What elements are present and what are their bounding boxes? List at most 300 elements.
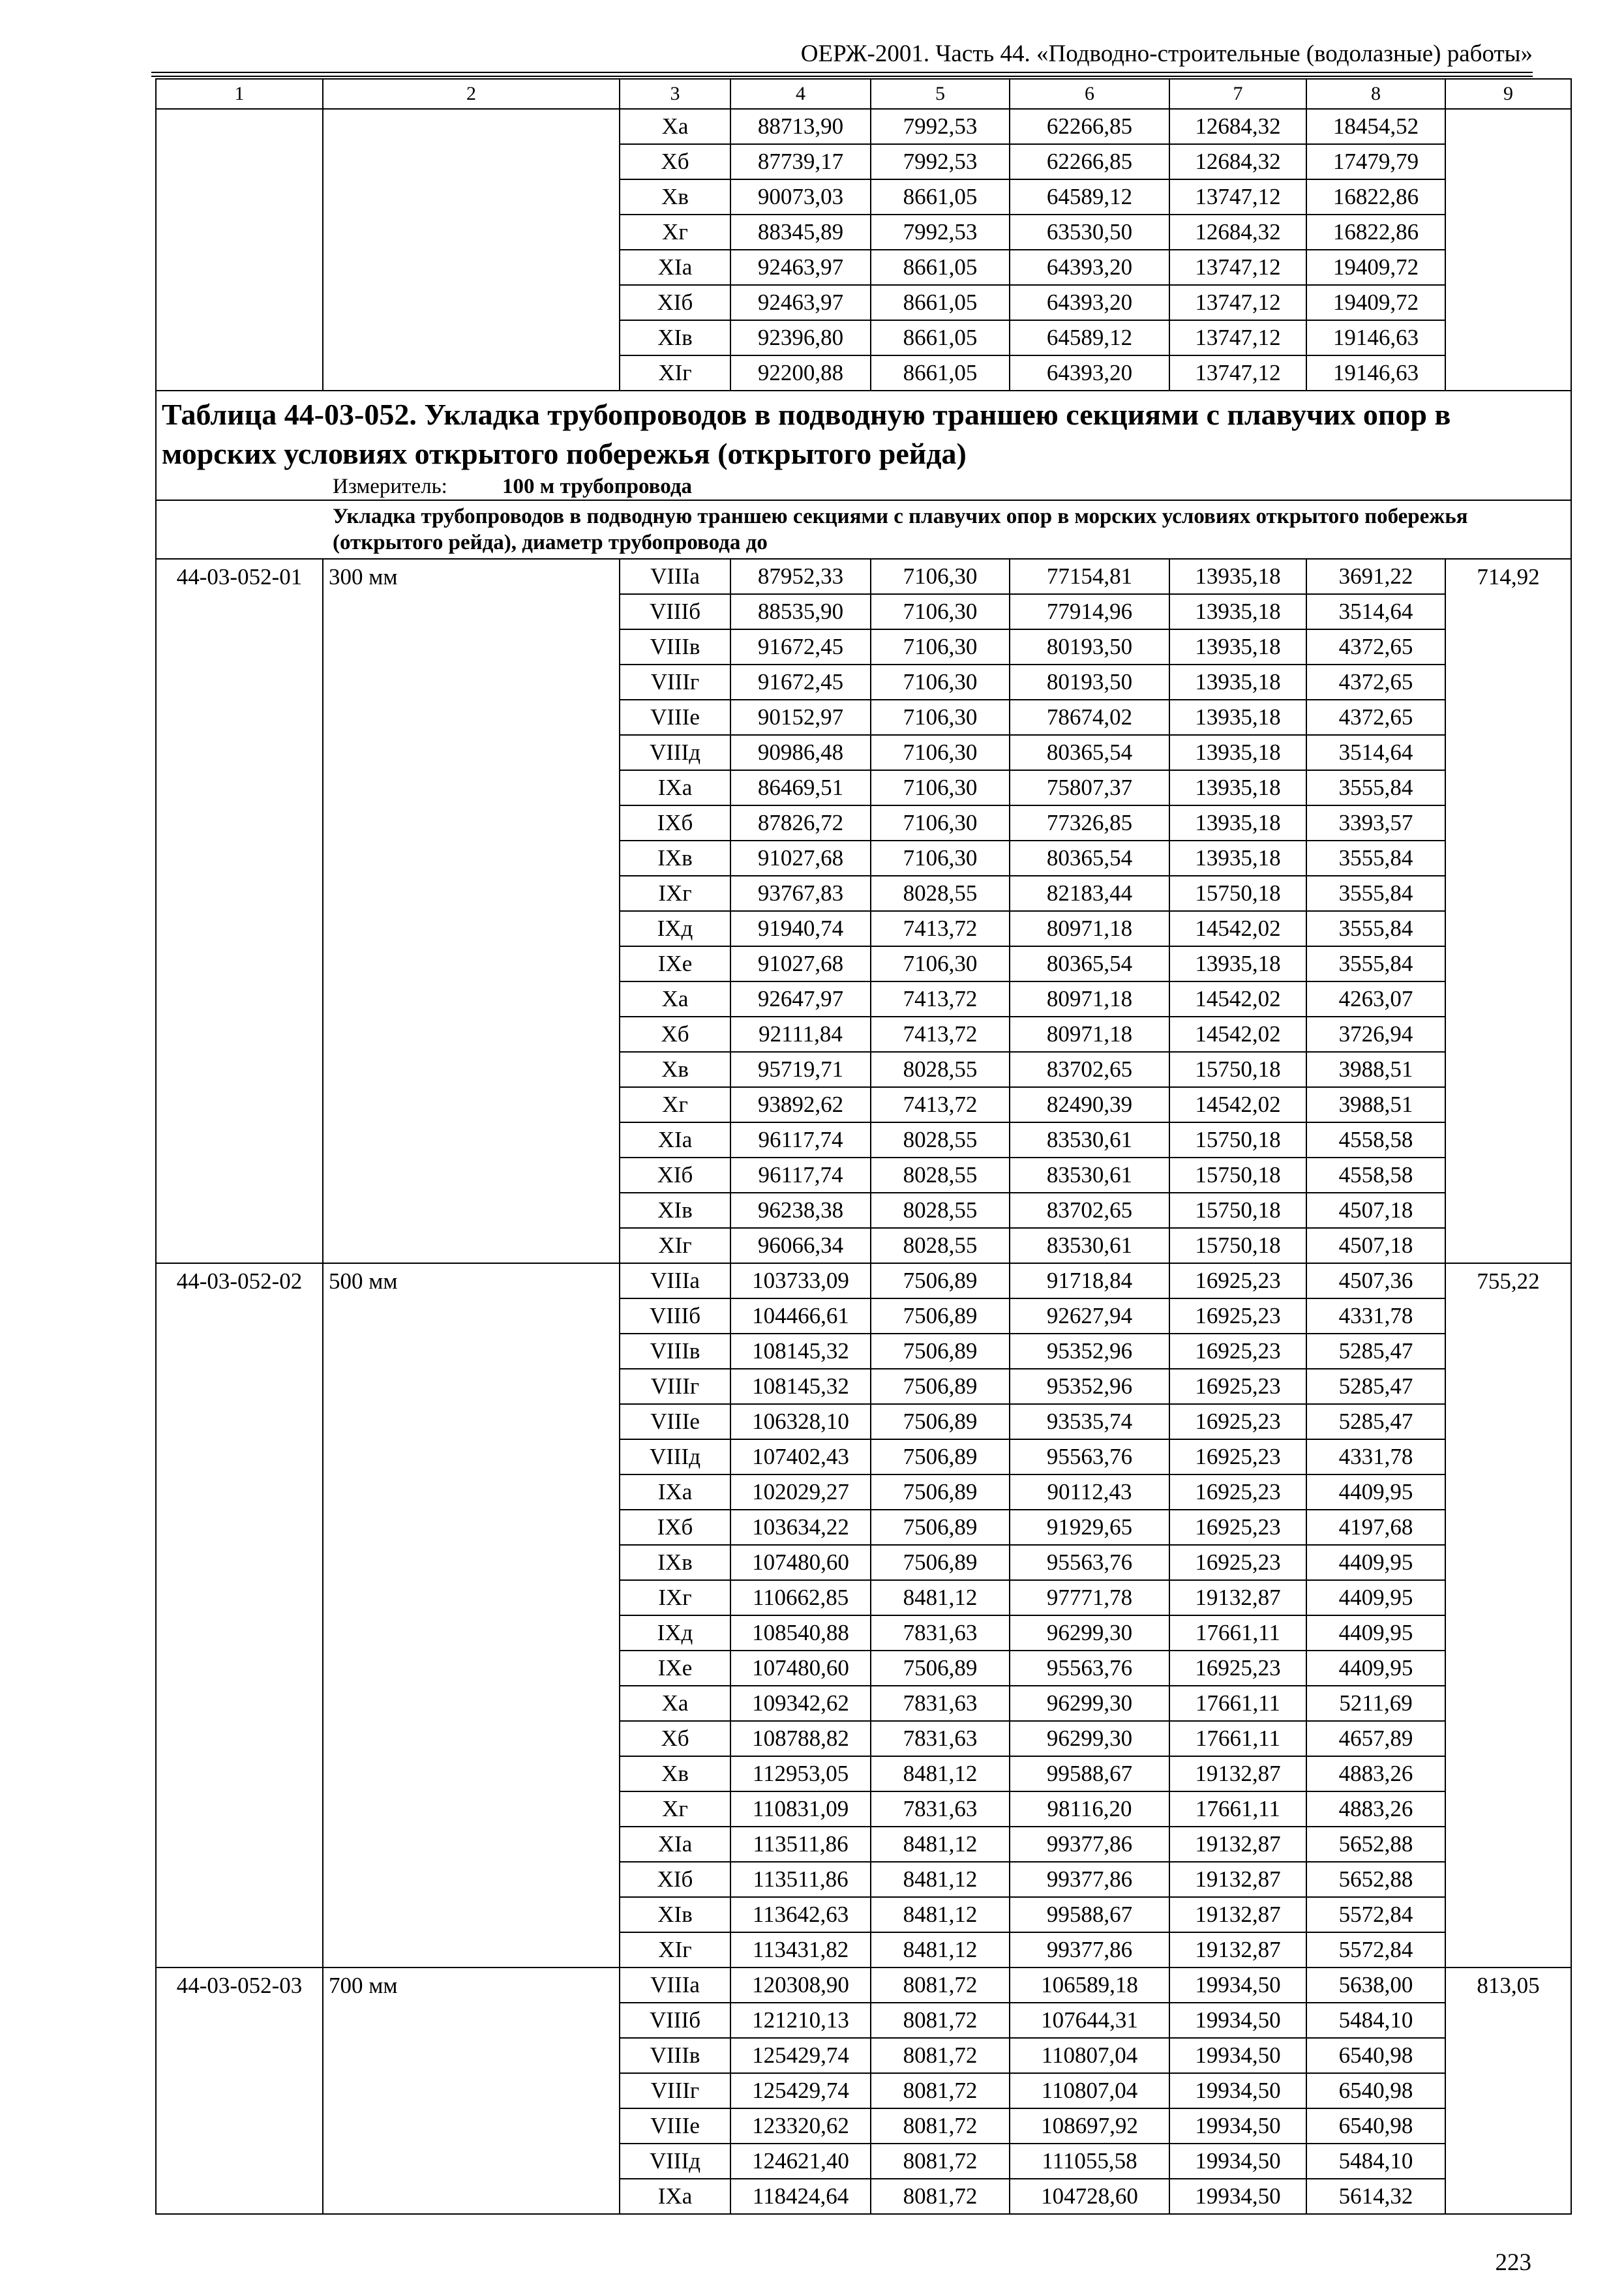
machinist-wages-cell: 13935,18 bbox=[1169, 770, 1306, 805]
total-cost-cell: 106328,10 bbox=[730, 1404, 871, 1439]
machinist-wages-cell: 13935,18 bbox=[1169, 841, 1306, 876]
total-cost-cell: 93767,83 bbox=[730, 876, 871, 911]
table-row bbox=[156, 1439, 1571, 1474]
table-row bbox=[156, 355, 1571, 391]
table-row bbox=[156, 2179, 1571, 2214]
machines-cell: 83530,61 bbox=[1010, 1158, 1169, 1193]
materials-cell: 5285,47 bbox=[1306, 1334, 1445, 1369]
col9-cell bbox=[1445, 2108, 1571, 2144]
machinist-wages-cell: 13935,18 bbox=[1169, 805, 1306, 841]
zone-cell: XIг bbox=[620, 1228, 730, 1263]
total-cost-cell: 121210,13 bbox=[730, 2003, 871, 2038]
code-cell bbox=[156, 1615, 323, 1651]
machines-cell: 83530,61 bbox=[1010, 1228, 1169, 1263]
table-row bbox=[156, 559, 1571, 594]
total-cost-cell: 125429,74 bbox=[730, 2073, 871, 2108]
col9-cell bbox=[1445, 770, 1571, 805]
machinist-wages-cell: 12684,32 bbox=[1169, 109, 1306, 144]
meter-cell bbox=[156, 473, 1571, 500]
zone-cell: VIIIa bbox=[620, 1967, 730, 2003]
name-cell bbox=[323, 2179, 620, 2214]
zone-cell: Xб bbox=[620, 1017, 730, 1052]
materials-cell: 4558,58 bbox=[1306, 1122, 1445, 1158]
code-cell bbox=[156, 1474, 323, 1510]
name-cell bbox=[323, 770, 620, 805]
total-cost-cell: 109342,62 bbox=[730, 1686, 871, 1721]
machinist-wages-cell: 13935,18 bbox=[1169, 735, 1306, 770]
code-cell bbox=[156, 1193, 323, 1228]
zone-cell: VIIIд bbox=[620, 1439, 730, 1474]
machinist-wages-cell: 13935,18 bbox=[1169, 594, 1306, 629]
name-cell bbox=[323, 805, 620, 841]
machinist-wages-cell: 12684,32 bbox=[1169, 144, 1306, 179]
column-number: 7 bbox=[1169, 79, 1306, 109]
zone-cell: IXв bbox=[620, 1545, 730, 1580]
machinist-wages-cell: 16925,23 bbox=[1169, 1651, 1306, 1686]
col9-cell bbox=[1445, 841, 1571, 876]
table-row bbox=[156, 1686, 1571, 1721]
materials-cell: 3555,84 bbox=[1306, 946, 1445, 981]
name-cell: 500 мм bbox=[323, 1263, 620, 1298]
column-number: 4 bbox=[730, 79, 871, 109]
wages-cell: 8028,55 bbox=[871, 1158, 1010, 1193]
col9-cell bbox=[1445, 1404, 1571, 1439]
total-cost-cell: 91672,45 bbox=[730, 629, 871, 665]
wages-cell: 7106,30 bbox=[871, 629, 1010, 665]
table-row bbox=[156, 1369, 1571, 1404]
zone-cell: VIIIг bbox=[620, 1369, 730, 1404]
machinist-wages-cell: 13747,12 bbox=[1169, 355, 1306, 391]
zone-cell: VIIIв bbox=[620, 1334, 730, 1369]
code-cell bbox=[156, 250, 323, 285]
col9-cell bbox=[1445, 1334, 1571, 1369]
wages-cell: 8481,12 bbox=[871, 1862, 1010, 1897]
total-cost-cell: 113642,63 bbox=[730, 1897, 871, 1932]
machines-cell: 99377,86 bbox=[1010, 1827, 1169, 1862]
table-row bbox=[156, 735, 1571, 770]
machinist-wages-cell: 14542,02 bbox=[1169, 981, 1306, 1017]
materials-cell: 5484,10 bbox=[1306, 2144, 1445, 2179]
machinist-wages-cell: 19132,87 bbox=[1169, 1897, 1306, 1932]
materials-cell: 6540,98 bbox=[1306, 2073, 1445, 2108]
machines-cell: 97771,78 bbox=[1010, 1580, 1169, 1615]
zone-cell: XIб bbox=[620, 1862, 730, 1897]
machinist-wages-cell: 14542,02 bbox=[1169, 911, 1306, 946]
subheading: Укладка трубопроводов в подводную траншею секциями с плавучих опор в морских условиях открытого побережья (открытого рейда), диаметр трубопровода до bbox=[156, 500, 1571, 559]
machines-cell: 95563,76 bbox=[1010, 1651, 1169, 1686]
code-cell bbox=[156, 2179, 323, 2214]
machinist-wages-cell: 17661,11 bbox=[1169, 1721, 1306, 1756]
code-cell bbox=[156, 1158, 323, 1193]
zone-cell: VIIIг bbox=[620, 2073, 730, 2108]
code-cell bbox=[156, 1017, 323, 1052]
materials-cell: 3988,51 bbox=[1306, 1052, 1445, 1087]
name-cell bbox=[323, 144, 620, 179]
total-cost-cell: 113431,82 bbox=[730, 1932, 871, 1967]
materials-cell: 19409,72 bbox=[1306, 285, 1445, 320]
name-cell: 700 мм bbox=[323, 1967, 620, 2003]
wages-cell: 7506,89 bbox=[871, 1369, 1010, 1404]
total-cost-cell: 86469,51 bbox=[730, 770, 871, 805]
zone-cell: Xв bbox=[620, 1052, 730, 1087]
total-cost-cell: 92396,80 bbox=[730, 320, 871, 355]
machines-cell: 99377,86 bbox=[1010, 1932, 1169, 1967]
zone-cell: VIIIе bbox=[620, 1404, 730, 1439]
machines-cell: 107644,31 bbox=[1010, 2003, 1169, 2038]
materials-cell: 4558,58 bbox=[1306, 1158, 1445, 1193]
machinist-wages-cell: 13935,18 bbox=[1169, 665, 1306, 700]
machinist-wages-cell: 16925,23 bbox=[1169, 1439, 1306, 1474]
materials-cell: 5572,84 bbox=[1306, 1897, 1445, 1932]
wages-cell: 8661,05 bbox=[871, 285, 1010, 320]
col9-cell bbox=[1445, 109, 1571, 144]
code-cell bbox=[156, 144, 323, 179]
materials-cell: 4409,95 bbox=[1306, 1474, 1445, 1510]
code-cell bbox=[156, 1369, 323, 1404]
materials-cell: 3555,84 bbox=[1306, 911, 1445, 946]
machinist-wages-cell: 19132,87 bbox=[1169, 1580, 1306, 1615]
wages-cell: 7831,63 bbox=[871, 1686, 1010, 1721]
machines-cell: 82183,44 bbox=[1010, 876, 1169, 911]
code-cell bbox=[156, 1087, 323, 1122]
code-cell bbox=[156, 1122, 323, 1158]
meter-value: 100 м трубопровода bbox=[502, 475, 693, 498]
wages-cell: 7506,89 bbox=[871, 1298, 1010, 1334]
wages-cell: 7106,30 bbox=[871, 594, 1010, 629]
table-row bbox=[156, 250, 1571, 285]
code-cell bbox=[156, 805, 323, 841]
machinist-wages-cell: 16925,23 bbox=[1169, 1404, 1306, 1439]
name-cell bbox=[323, 1510, 620, 1545]
materials-cell: 4372,65 bbox=[1306, 700, 1445, 735]
machinist-wages-cell: 16925,23 bbox=[1169, 1263, 1306, 1298]
machines-cell: 64393,20 bbox=[1010, 250, 1169, 285]
materials-cell: 4372,65 bbox=[1306, 629, 1445, 665]
wages-cell: 7506,89 bbox=[871, 1651, 1010, 1686]
machines-cell: 96299,30 bbox=[1010, 1721, 1169, 1756]
machines-cell: 80193,50 bbox=[1010, 629, 1169, 665]
name-cell bbox=[323, 1545, 620, 1580]
name-cell bbox=[323, 355, 620, 391]
name-cell bbox=[323, 1897, 620, 1932]
col9-cell bbox=[1445, 911, 1571, 946]
zone-cell: XIa bbox=[620, 250, 730, 285]
zone-cell: XIг bbox=[620, 1932, 730, 1967]
machines-cell: 77154,81 bbox=[1010, 559, 1169, 594]
machinist-wages-cell: 12684,32 bbox=[1169, 215, 1306, 250]
machinist-wages-cell: 17661,11 bbox=[1169, 1686, 1306, 1721]
table-body bbox=[156, 79, 1571, 2214]
materials-cell: 5211,69 bbox=[1306, 1686, 1445, 1721]
materials-cell: 4197,68 bbox=[1306, 1510, 1445, 1545]
machines-cell: 95563,76 bbox=[1010, 1545, 1169, 1580]
machines-cell: 92627,94 bbox=[1010, 1298, 1169, 1334]
materials-cell: 3726,94 bbox=[1306, 1017, 1445, 1052]
total-cost-cell: 87739,17 bbox=[730, 144, 871, 179]
total-cost-cell: 92200,88 bbox=[730, 355, 871, 391]
total-cost-cell: 91672,45 bbox=[730, 665, 871, 700]
col9-cell bbox=[1445, 285, 1571, 320]
total-cost-cell: 91940,74 bbox=[730, 911, 871, 946]
table-row bbox=[156, 1827, 1571, 1862]
zone-cell: Xб bbox=[620, 144, 730, 179]
code-cell bbox=[156, 109, 323, 144]
wages-cell: 8481,12 bbox=[871, 1756, 1010, 1791]
machinist-wages-cell: 13747,12 bbox=[1169, 285, 1306, 320]
machines-cell: 111055,58 bbox=[1010, 2144, 1169, 2179]
materials-cell: 16822,86 bbox=[1306, 215, 1445, 250]
wages-cell: 8081,72 bbox=[871, 2144, 1010, 2179]
wages-cell: 8081,72 bbox=[871, 2179, 1010, 2214]
code-cell bbox=[156, 1756, 323, 1791]
machinist-wages-cell: 15750,18 bbox=[1169, 1228, 1306, 1263]
wages-cell: 7413,72 bbox=[871, 1087, 1010, 1122]
materials-cell: 3555,84 bbox=[1306, 841, 1445, 876]
table-row bbox=[156, 285, 1571, 320]
table-row bbox=[156, 1545, 1571, 1580]
machinist-wages-cell: 19934,50 bbox=[1169, 2038, 1306, 2073]
code-cell bbox=[156, 735, 323, 770]
meter-label: Измеритель: bbox=[333, 475, 447, 498]
total-cost-cell: 107480,60 bbox=[730, 1545, 871, 1580]
materials-cell: 4657,89 bbox=[1306, 1721, 1445, 1756]
col9-cell bbox=[1445, 665, 1571, 700]
materials-cell: 3393,57 bbox=[1306, 805, 1445, 841]
col9-cell bbox=[1445, 144, 1571, 179]
col9-cell bbox=[1445, 2179, 1571, 2214]
machines-cell: 106589,18 bbox=[1010, 1967, 1169, 2003]
materials-cell: 5638,00 bbox=[1306, 1967, 1445, 2003]
col9-cell bbox=[1445, 1827, 1571, 1862]
machinist-wages-cell: 19132,87 bbox=[1169, 1756, 1306, 1791]
code-cell bbox=[156, 1721, 323, 1756]
name-cell bbox=[323, 1615, 620, 1651]
wages-cell: 8661,05 bbox=[871, 355, 1010, 391]
machines-cell: 104728,60 bbox=[1010, 2179, 1169, 2214]
table-row bbox=[156, 109, 1571, 144]
materials-cell: 4409,95 bbox=[1306, 1651, 1445, 1686]
wages-cell: 7106,30 bbox=[871, 700, 1010, 735]
wages-cell: 7506,89 bbox=[871, 1474, 1010, 1510]
total-cost-cell: 102029,27 bbox=[730, 1474, 871, 1510]
wages-cell: 7106,30 bbox=[871, 946, 1010, 981]
name-cell bbox=[323, 2073, 620, 2108]
materials-cell: 5484,10 bbox=[1306, 2003, 1445, 2038]
machines-cell: 110807,04 bbox=[1010, 2073, 1169, 2108]
wages-cell: 8481,12 bbox=[871, 1827, 1010, 1862]
materials-cell: 4507,18 bbox=[1306, 1228, 1445, 1263]
wages-cell: 7106,30 bbox=[871, 559, 1010, 594]
col9-cell: 813,05 bbox=[1445, 1967, 1571, 2003]
col9-cell: 714,92 bbox=[1445, 559, 1571, 594]
table-row bbox=[156, 1932, 1571, 1967]
col9-cell bbox=[1445, 1017, 1571, 1052]
wages-cell: 7413,72 bbox=[871, 1017, 1010, 1052]
code-cell bbox=[156, 320, 323, 355]
col9-cell bbox=[1445, 2144, 1571, 2179]
machines-cell: 62266,85 bbox=[1010, 109, 1169, 144]
materials-cell: 5572,84 bbox=[1306, 1932, 1445, 1967]
wages-cell: 7992,53 bbox=[871, 144, 1010, 179]
materials-cell: 19146,63 bbox=[1306, 320, 1445, 355]
total-cost-cell: 125429,74 bbox=[730, 2038, 871, 2073]
code-cell bbox=[156, 1052, 323, 1087]
code-cell: 44-03-052-02 bbox=[156, 1263, 323, 1298]
machines-cell: 98116,20 bbox=[1010, 1791, 1169, 1827]
name-cell bbox=[323, 735, 620, 770]
materials-cell: 5285,47 bbox=[1306, 1404, 1445, 1439]
name-cell bbox=[323, 1756, 620, 1791]
table-row bbox=[156, 805, 1571, 841]
table-title-row bbox=[156, 391, 1571, 473]
materials-cell: 5614,32 bbox=[1306, 2179, 1445, 2214]
machines-cell: 83702,65 bbox=[1010, 1193, 1169, 1228]
machinist-wages-cell: 16925,23 bbox=[1169, 1545, 1306, 1580]
machinist-wages-cell: 13747,12 bbox=[1169, 179, 1306, 215]
name-cell bbox=[323, 1369, 620, 1404]
machines-cell: 78674,02 bbox=[1010, 700, 1169, 735]
name-cell bbox=[323, 1721, 620, 1756]
code-cell bbox=[156, 1510, 323, 1545]
table-row bbox=[156, 1615, 1571, 1651]
wages-cell: 8028,55 bbox=[871, 1228, 1010, 1263]
col9-cell bbox=[1445, 1897, 1571, 1932]
machinist-wages-cell: 13747,12 bbox=[1169, 320, 1306, 355]
col9-cell bbox=[1445, 1791, 1571, 1827]
table-row bbox=[156, 629, 1571, 665]
total-cost-cell: 113511,86 bbox=[730, 1827, 871, 1862]
machines-cell: 82490,39 bbox=[1010, 1087, 1169, 1122]
machinist-wages-cell: 13935,18 bbox=[1169, 629, 1306, 665]
name-cell bbox=[323, 1017, 620, 1052]
total-cost-cell: 90073,03 bbox=[730, 179, 871, 215]
code-cell bbox=[156, 770, 323, 805]
wages-cell: 7831,63 bbox=[871, 1721, 1010, 1756]
col9-cell bbox=[1445, 1580, 1571, 1615]
column-number: 6 bbox=[1010, 79, 1169, 109]
code-cell: 44-03-052-01 bbox=[156, 559, 323, 594]
col9-cell bbox=[1445, 250, 1571, 285]
zone-cell: VIIIе bbox=[620, 700, 730, 735]
machines-cell: 96299,30 bbox=[1010, 1615, 1169, 1651]
zone-cell: Xг bbox=[620, 1791, 730, 1827]
col9-cell bbox=[1445, 1721, 1571, 1756]
zone-cell: Xв bbox=[620, 1756, 730, 1791]
zone-cell: XIб bbox=[620, 285, 730, 320]
zone-cell: XIв bbox=[620, 320, 730, 355]
col9-cell bbox=[1445, 700, 1571, 735]
name-cell bbox=[323, 629, 620, 665]
wages-cell: 7992,53 bbox=[871, 109, 1010, 144]
materials-cell: 5652,88 bbox=[1306, 1827, 1445, 1862]
zone-cell: IXг bbox=[620, 1580, 730, 1615]
table-row bbox=[156, 1474, 1571, 1510]
table-row bbox=[156, 1404, 1571, 1439]
col9-cell bbox=[1445, 981, 1571, 1017]
code-cell bbox=[156, 1686, 323, 1721]
code-cell bbox=[156, 1897, 323, 1932]
machinist-wages-cell: 19132,87 bbox=[1169, 1862, 1306, 1897]
zone-cell: VIIIв bbox=[620, 629, 730, 665]
total-cost-cell: 90152,97 bbox=[730, 700, 871, 735]
name-cell bbox=[323, 981, 620, 1017]
name-cell bbox=[323, 594, 620, 629]
machinist-wages-cell: 19132,87 bbox=[1169, 1827, 1306, 1862]
machinist-wages-cell: 19934,50 bbox=[1169, 2073, 1306, 2108]
machines-cell: 83530,61 bbox=[1010, 1122, 1169, 1158]
machines-cell: 95352,96 bbox=[1010, 1369, 1169, 1404]
machinist-wages-cell: 19934,50 bbox=[1169, 2003, 1306, 2038]
machines-cell: 95352,96 bbox=[1010, 1334, 1169, 1369]
code-cell bbox=[156, 1580, 323, 1615]
machines-cell: 80971,18 bbox=[1010, 1017, 1169, 1052]
col9-cell bbox=[1445, 876, 1571, 911]
col9-cell bbox=[1445, 2073, 1571, 2108]
code-cell bbox=[156, 981, 323, 1017]
zone-cell: Xa bbox=[620, 1686, 730, 1721]
col9-cell bbox=[1445, 2038, 1571, 2073]
col9-cell bbox=[1445, 320, 1571, 355]
table-row bbox=[156, 1298, 1571, 1334]
name-cell bbox=[323, 841, 620, 876]
zone-cell: Xг bbox=[620, 215, 730, 250]
wages-cell: 8481,12 bbox=[871, 1897, 1010, 1932]
column-number: 8 bbox=[1306, 79, 1445, 109]
machinist-wages-cell: 19934,50 bbox=[1169, 1967, 1306, 2003]
wages-cell: 7831,63 bbox=[871, 1615, 1010, 1651]
code-cell bbox=[156, 665, 323, 700]
machinist-wages-cell: 17661,11 bbox=[1169, 1615, 1306, 1651]
total-cost-cell: 123320,62 bbox=[730, 2108, 871, 2144]
total-cost-cell: 95719,71 bbox=[730, 1052, 871, 1087]
total-cost-cell: 93892,62 bbox=[730, 1087, 871, 1122]
code-cell bbox=[156, 1439, 323, 1474]
machines-cell: 80365,54 bbox=[1010, 735, 1169, 770]
wages-cell: 8661,05 bbox=[871, 179, 1010, 215]
zone-cell: XIг bbox=[620, 355, 730, 391]
machines-cell: 77326,85 bbox=[1010, 805, 1169, 841]
col9-cell bbox=[1445, 1158, 1571, 1193]
machinist-wages-cell: 19132,87 bbox=[1169, 1932, 1306, 1967]
zone-cell: Xa bbox=[620, 109, 730, 144]
total-cost-cell: 108788,82 bbox=[730, 1721, 871, 1756]
table-row bbox=[156, 1017, 1571, 1052]
name-cell bbox=[323, 911, 620, 946]
code-cell bbox=[156, 1862, 323, 1897]
materials-cell: 5285,47 bbox=[1306, 1369, 1445, 1404]
wages-cell: 7413,72 bbox=[871, 981, 1010, 1017]
wages-cell: 8481,12 bbox=[871, 1580, 1010, 1615]
table-row bbox=[156, 215, 1571, 250]
wages-cell: 7506,89 bbox=[871, 1439, 1010, 1474]
materials-cell: 4409,95 bbox=[1306, 1545, 1445, 1580]
machines-cell: 99588,67 bbox=[1010, 1756, 1169, 1791]
table-row bbox=[156, 1510, 1571, 1545]
zone-cell: IXa bbox=[620, 2179, 730, 2214]
machines-cell: 108697,92 bbox=[1010, 2108, 1169, 2144]
header-rule bbox=[151, 72, 1533, 73]
machinist-wages-cell: 16925,23 bbox=[1169, 1298, 1306, 1334]
machines-cell: 64589,12 bbox=[1010, 179, 1169, 215]
col9-cell bbox=[1445, 1298, 1571, 1334]
col9-cell bbox=[1445, 1510, 1571, 1545]
col9-cell bbox=[1445, 1651, 1571, 1686]
machines-cell: 80365,54 bbox=[1010, 841, 1169, 876]
col9-cell bbox=[1445, 1122, 1571, 1158]
materials-cell: 4883,26 bbox=[1306, 1791, 1445, 1827]
machinist-wages-cell: 16925,23 bbox=[1169, 1334, 1306, 1369]
code-cell bbox=[156, 215, 323, 250]
